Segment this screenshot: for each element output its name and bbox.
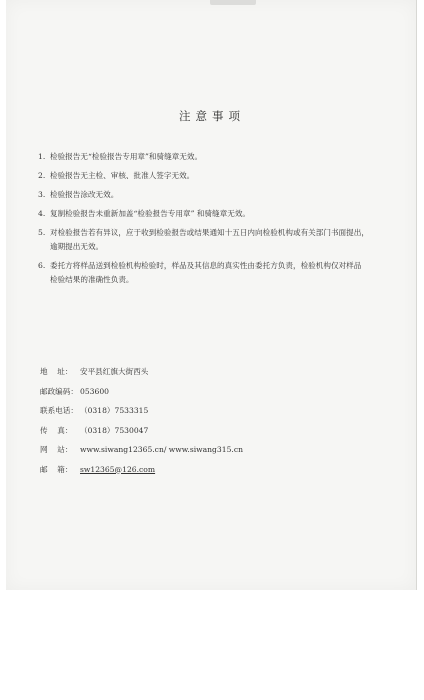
contact-label: 联系电话：	[40, 406, 78, 415]
contact-row-website	[40, 440, 243, 460]
contact-label: 邮政编码：	[40, 386, 78, 396]
note-text-block	[50, 259, 398, 287]
note-item	[38, 188, 398, 202]
scan-edge-mark	[210, 0, 256, 5]
note-text-continued: 逾期提出无效。	[50, 242, 104, 251]
note-number: 4.	[38, 209, 46, 218]
contact-row-fax	[40, 421, 243, 441]
note-number: 3.	[38, 190, 46, 199]
contact-value: （0318）7530047	[80, 425, 149, 435]
note-item	[38, 259, 398, 287]
scanned-page	[6, 0, 417, 590]
note-text: 对检验报告若有异议，应于收到检验报告或结果通知十五日内向检验机构或有关部门书面提出，	[50, 228, 369, 237]
contact-value: 053600	[80, 386, 109, 396]
note-item	[38, 207, 398, 221]
contact-row-email	[40, 460, 243, 480]
note-text-continued: 检验结果的准确性负责。	[50, 275, 134, 284]
contact-info	[40, 362, 243, 479]
contact-label: 地 址：	[40, 367, 73, 376]
contact-value: 安平县红旗大街西头	[80, 367, 149, 376]
contact-row-address	[40, 362, 243, 382]
note-item	[38, 150, 398, 164]
note-text: 检验报告无主检、审核、批准人签字无效。	[50, 171, 195, 180]
note-item	[38, 169, 398, 183]
note-text: 检验报告无“检验报告专用章”和骑缝章无效。	[50, 152, 203, 161]
note-number: 5.	[38, 228, 46, 237]
note-text: 复制检验报告未重新加盖“检验报告专用章” 和骑缝章无效。	[50, 209, 251, 218]
note-number: 1.	[38, 152, 46, 161]
contact-label: 邮 箱：	[40, 464, 73, 474]
note-text: 检验报告涂改无效。	[50, 190, 119, 199]
note-number: 2.	[38, 171, 46, 180]
note-item	[38, 226, 398, 254]
note-text-block	[50, 226, 398, 254]
website-link[interactable]: www.siwang12365.cn/ www.siwang315.cn	[80, 445, 243, 454]
contact-row-phone	[40, 401, 243, 421]
email-link[interactable]: sw12365@126.com	[80, 464, 156, 474]
page-title: 注意事项	[179, 109, 245, 123]
contact-value: （0318）7533315	[80, 406, 149, 415]
note-text: 委托方将样品送到检验机构检验时，样品及其信息的真实性由委托方负责，检验机构仅对样品	[50, 261, 362, 270]
note-number: 6.	[38, 261, 46, 270]
notes-list	[38, 150, 398, 292]
contact-label: 网 站：	[40, 445, 73, 454]
contact-label: 传 真：	[40, 425, 73, 435]
contact-row-postcode	[40, 382, 243, 402]
